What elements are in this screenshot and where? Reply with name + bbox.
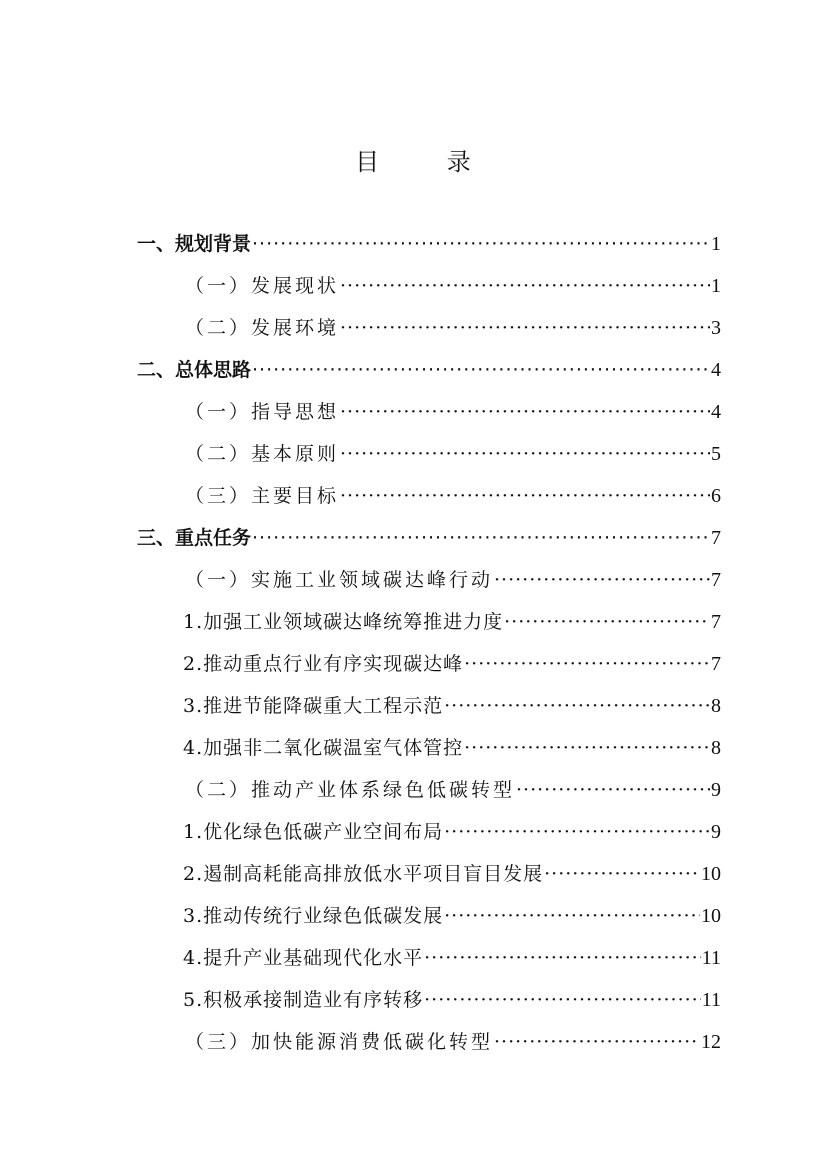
toc-entry-page: 4	[711, 401, 721, 423]
toc-entry-label: 一、规划背景	[137, 233, 252, 255]
toc-entry-page: 1	[711, 233, 721, 255]
toc-entry-page: 8	[711, 737, 721, 759]
toc-entry-label: （一）指导思想	[185, 401, 340, 423]
toc-leader-dots	[464, 728, 710, 768]
toc-entry-page: 12	[701, 1031, 721, 1053]
toc-leader-dots	[340, 266, 710, 306]
toc-entry[interactable]	[185, 476, 721, 516]
toc-entry[interactable]	[185, 770, 721, 810]
toc-entry-label: 二、总体思路	[137, 359, 252, 381]
toc-entry-page: 1	[711, 275, 721, 297]
toc-entry-page: 10	[701, 863, 721, 885]
toc-entry-label: 3.推进节能降碳重大工程示范	[183, 695, 444, 717]
toc-entry[interactable]	[137, 350, 721, 390]
toc-leader-dots	[444, 896, 700, 936]
toc-entry-label: （二）推动产业体系绿色低碳转型	[185, 779, 516, 801]
toc-entry-label: 3.推动传统行业绿色低碳发展	[183, 905, 444, 927]
toc-entry-label: 1.优化绿色低碳产业空间布局	[183, 821, 444, 843]
toc-entry[interactable]	[183, 854, 721, 894]
toc-leader-dots	[340, 308, 710, 348]
toc-entry-label: （一）发展现状	[185, 275, 340, 297]
toc-leader-dots	[444, 812, 710, 852]
toc-entry[interactable]	[183, 938, 721, 978]
toc-entry-label: （三）加快能源消费低碳化转型	[185, 1031, 494, 1053]
toc-entry-page: 10	[701, 905, 721, 927]
toc-entry-label: （一）实施工业领域碳达峰行动	[185, 569, 494, 591]
toc-entry-page: 8	[711, 695, 721, 717]
page-title: 目 录	[355, 148, 501, 176]
toc-leader-dots	[340, 476, 710, 516]
toc-leader-dots	[464, 644, 710, 684]
toc-entry-label: 2.遏制高耗能高排放低水平项目盲目发展	[183, 863, 544, 885]
toc-leader-dots	[494, 560, 710, 600]
toc-leader-dots	[252, 224, 710, 264]
toc-entry-page: 6	[711, 485, 721, 507]
toc-entry[interactable]	[185, 392, 721, 432]
toc-entry-page: 7	[711, 569, 721, 591]
toc-entry[interactable]	[185, 434, 721, 474]
toc-entry[interactable]	[183, 728, 721, 768]
toc-entry[interactable]	[137, 518, 721, 558]
toc-leader-dots	[516, 770, 710, 810]
toc-leader-dots	[252, 518, 710, 558]
toc-leader-dots	[494, 1022, 700, 1062]
toc-entry-label: 2.推动重点行业有序实现碳达峰	[183, 653, 464, 675]
toc-entry-page: 11	[701, 947, 721, 969]
toc-entry[interactable]	[137, 224, 721, 264]
toc-entry[interactable]	[185, 560, 721, 600]
toc-entry-label: （二）发展环境	[185, 317, 340, 339]
toc-entry-label: 4.提升产业基础现代化水平	[183, 947, 424, 969]
toc-entry[interactable]	[183, 644, 721, 684]
toc-entry-label: 4.加强非二氧化碳温室气体管控	[183, 737, 464, 759]
toc-entry[interactable]	[185, 308, 721, 348]
toc-leader-dots	[444, 686, 710, 726]
toc-entry-label: 5.积极承接制造业有序转移	[183, 989, 424, 1011]
toc-leader-dots	[504, 602, 710, 642]
toc-entry-page: 4	[711, 359, 721, 381]
toc-entry-label: 1.加强工业领域碳达峰统筹推进力度	[183, 611, 504, 633]
toc-entry-label: （三）主要目标	[185, 485, 340, 507]
toc-entry-label: （二）基本原则	[185, 443, 340, 465]
toc-entry[interactable]	[183, 896, 721, 936]
toc-entry[interactable]	[183, 812, 721, 852]
toc-entry-page: 11	[701, 989, 721, 1011]
toc-entry[interactable]	[185, 1022, 721, 1062]
toc-leader-dots	[252, 350, 710, 390]
toc-entry-page: 3	[711, 317, 721, 339]
toc-entry-page: 9	[711, 779, 721, 801]
toc-entry-page: 9	[711, 821, 721, 843]
toc-leader-dots	[424, 938, 701, 978]
toc-entry[interactable]	[183, 686, 721, 726]
toc-entry-page: 5	[711, 443, 721, 465]
toc-leader-dots	[544, 854, 700, 894]
toc-entry[interactable]	[185, 266, 721, 306]
toc-leader-dots	[340, 434, 710, 474]
toc-entry-page: 7	[711, 527, 721, 549]
toc-entry[interactable]	[183, 980, 721, 1020]
toc-entry-label: 三、重点任务	[137, 527, 252, 549]
toc-leader-dots	[424, 980, 701, 1020]
toc-entry[interactable]	[183, 602, 721, 642]
toc-entry-page: 7	[711, 611, 721, 633]
toc-entry-page: 7	[711, 653, 721, 675]
toc-leader-dots	[340, 392, 710, 432]
